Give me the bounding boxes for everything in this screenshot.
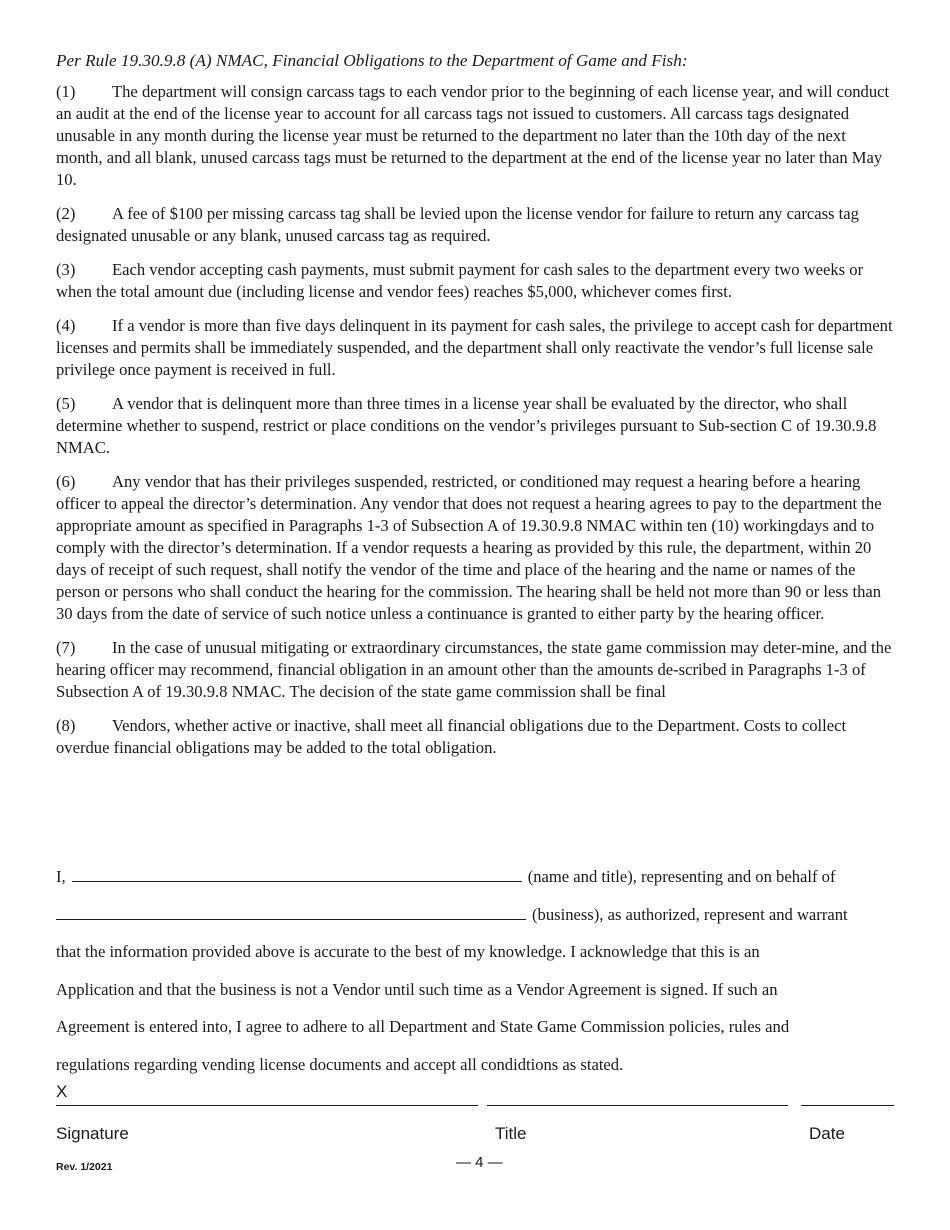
paragraph-4 bbox=[56, 315, 896, 381]
certification-line-3: Agreement is entered into, I agree to adhere to all Department and State Game Commission policies, rules and bbox=[56, 1017, 790, 1036]
signature-x-mark: X bbox=[56, 1082, 68, 1101]
paragraph-1 bbox=[56, 81, 896, 191]
signature-field[interactable] bbox=[56, 1105, 478, 1106]
section-heading: Per Rule 19.30.9.8 (A) NMAC, Financial Obligations to the Department of Game and Fish: bbox=[56, 51, 688, 70]
certification-line-2: Application and that the business is not a Vendor until such time as a Vendor Agreement is signed. If such an bbox=[56, 979, 778, 999]
paragraph-number: (8) bbox=[56, 716, 76, 735]
name-title-line bbox=[56, 858, 896, 896]
signature-label: Signature bbox=[56, 1124, 129, 1143]
paragraph-3 bbox=[56, 259, 896, 303]
paragraph-5 bbox=[56, 393, 896, 459]
paragraph-text: The department will consign carcass tags to each vendor prior to the beginning of each license year, and will conduct an audit at the end of the license year to account for all carcass tags not issued to customers. All carcass tags designated unusable in any month during the license year must be returned to the department no later than the 10th day of the next month, and all blank, unused carcass tags must be returned to the department at the end of the license year no later than May 10. bbox=[56, 82, 890, 189]
paragraph-text: If a vendor is more than five days delinquent in its payment for cash sales, the privilege to accept cash for department licenses and permits shall be immediately suspended, and the department shall only reactivate the vendor’s full license sale privilege once payment is received in full. bbox=[56, 316, 893, 379]
business-line bbox=[56, 896, 896, 934]
paragraph-text: Each vendor accepting cash payments, must submit payment for cash sales to the department every two weeks or when the total amount due (including license and vendor fees) reaches $5,000, whichever comes first. bbox=[56, 260, 864, 301]
date-label: Date bbox=[809, 1124, 845, 1143]
paragraph-6 bbox=[56, 471, 896, 625]
paragraph-8 bbox=[56, 715, 896, 759]
paragraph-7 bbox=[56, 637, 896, 703]
paragraph-2 bbox=[56, 203, 896, 247]
paragraph-number: (5) bbox=[56, 394, 76, 413]
paragraph-number: (6) bbox=[56, 472, 76, 491]
certification-line-1: that the information provided above is accurate to the best of my knowledge. I acknowledge that this is an bbox=[56, 942, 760, 961]
paragraph-text: Any vendor that has their privileges suspended, restricted, or conditioned may request a hearing before a hearing officer to appeal the director’s determination. Any vendor that does not request a hearing agrees to pay to the department the appropriate amount as specified in Paragraphs 1-3 of Subsection A of 19.30.9.8 NMAC within ten (10) workingdays and to comply with the director’s determination. If a vendor requests a hearing as provided by this rule, the department, within 20 days of receipt of such request, shall notify the vendor of the time and place of the hearing and the name or names of the person or persons who shall conduct the hearing for the commission. The hearing shall be held not more than 90 or less than 30 days from the date of service of such notice unless a continuance is granted to either party by the hearing officer. bbox=[56, 472, 882, 623]
paragraph-text: A fee of $100 per missing carcass tag shall be levied upon the license vendor for failure to return any carcass tag designated unusable or any blank, unused carcass tag as required. bbox=[56, 204, 859, 245]
paragraph-number: (4) bbox=[56, 316, 76, 335]
certification-line-4: regulations regarding vending license documents and accept all condidtions as stated. bbox=[56, 1054, 624, 1074]
title-label: Title bbox=[495, 1124, 527, 1143]
name-title-suffix: (name and title), representing and on behalf of bbox=[527, 867, 836, 886]
title-field[interactable] bbox=[487, 1105, 788, 1106]
paragraph-number: (7) bbox=[56, 638, 76, 657]
certification-statement bbox=[56, 858, 896, 1083]
name-title-field[interactable] bbox=[72, 863, 522, 882]
business-field[interactable] bbox=[56, 901, 526, 920]
certification-prefix: I, bbox=[56, 867, 66, 886]
paragraph-text: A vendor that is delinquent more than three times in a license year shall be evaluated by the director, who shall determine whether to suspend, restrict or place conditions on the vendor’s privileges pursuant to Sub-section C of 19.30.9.8 NMAC. bbox=[56, 394, 877, 457]
date-field[interactable] bbox=[801, 1105, 894, 1106]
revision-label: Rev. 1/2021 bbox=[56, 1161, 113, 1173]
paragraph-text: Vendors, whether active or inactive, shall meet all financial obligations due to the Department. Costs to collect overdue financial obligations may be added to the total obligation. bbox=[56, 716, 847, 757]
paragraph-number: (2) bbox=[56, 204, 76, 223]
financial-obligations-section bbox=[56, 50, 896, 771]
page-number: — 4 — bbox=[456, 1154, 503, 1171]
paragraph-number: (1) bbox=[56, 82, 76, 101]
business-suffix: (business), as authorized, represent and warrant bbox=[532, 904, 848, 924]
paragraph-number: (3) bbox=[56, 260, 76, 279]
paragraph-text: In the case of unusual mitigating or extraordinary circumstances, the state game commission may deter-mine, and the hearing officer may recommend, financial obligation in an amount other than the amounts de-scribed in Paragraphs 1-3 of Subsection A of 19.30.9.8 NMAC. The decision of the state game commission shall be final bbox=[56, 638, 892, 701]
